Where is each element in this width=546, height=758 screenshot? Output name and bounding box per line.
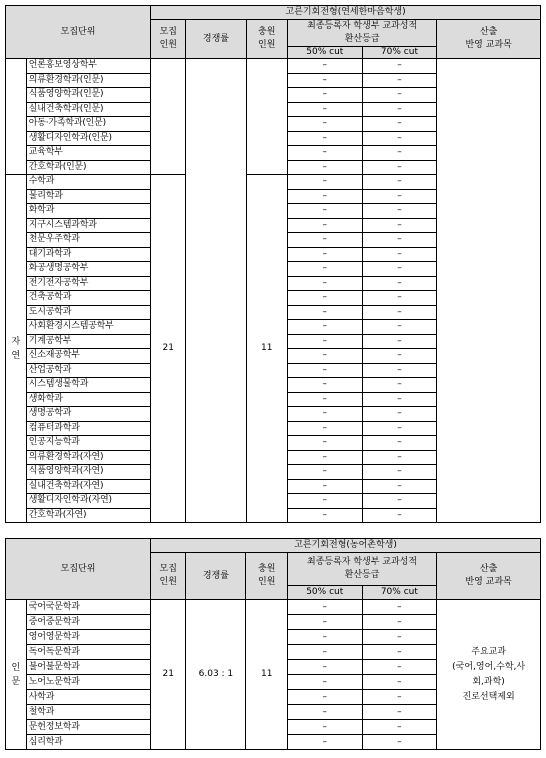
cut50-value: –	[287, 204, 362, 219]
cut50-value: –	[287, 218, 362, 233]
header-filled: 충원 인원	[246, 553, 287, 600]
dept-name: 노어노문학과	[26, 675, 150, 690]
table-row	[6, 600, 541, 615]
group-label-humanities: 인 문	[6, 600, 27, 750]
dept-name: 중어중문학과	[26, 615, 150, 630]
cut70-value: –	[362, 291, 437, 306]
cut50-value: –	[287, 117, 362, 132]
cut50-value: –	[287, 720, 362, 735]
cut70-value: –	[362, 146, 437, 161]
dept-name: 천문우주학과	[26, 233, 150, 248]
header-competition: 경쟁률	[186, 553, 246, 600]
dept-name: 사학과	[26, 690, 150, 705]
cut70-value: –	[362, 131, 437, 146]
header-grade: 최종등록자 학생부 교과성적 환산등급	[287, 553, 436, 586]
dept-name: 산업공학과	[26, 363, 150, 378]
cut70-value: –	[362, 630, 437, 645]
dept-name: 국어국문학과	[26, 600, 150, 615]
dept-name: 간호학과(인문)	[26, 160, 150, 175]
cut50-value: –	[287, 59, 362, 74]
cut70-value: –	[362, 363, 437, 378]
cut50-value: –	[287, 334, 362, 349]
dept-name: 화학과	[26, 204, 150, 219]
cut50-value: –	[287, 291, 362, 306]
cut70-value: –	[362, 102, 437, 117]
cut50-value: –	[287, 320, 362, 335]
group-label-nature: 자 연	[6, 175, 27, 523]
cut50-value: –	[287, 363, 362, 378]
cut70-value: –	[362, 349, 437, 364]
header-group-title: 고른기회전형(농어촌학생)	[151, 539, 541, 553]
cut50-value: –	[287, 175, 362, 190]
header-unit: 모집단위	[6, 539, 151, 600]
cut50-value: –	[287, 131, 362, 146]
cut70-value: –	[362, 233, 437, 248]
dept-name: 지구시스템과학과	[26, 218, 150, 233]
table-row	[6, 59, 541, 74]
dept-name: 시스템생물학과	[26, 378, 150, 393]
cut70-value: –	[362, 465, 437, 480]
dept-name: 철학과	[26, 705, 150, 720]
cut70-value: –	[362, 305, 437, 320]
filled-cell: 11	[246, 600, 287, 750]
cut50-value: –	[287, 407, 362, 422]
cut70-value: –	[362, 660, 437, 675]
cut70-value: –	[362, 600, 437, 615]
dept-name: 식품영양학과(인문)	[26, 88, 150, 103]
dept-name: 독어독문학과	[26, 645, 150, 660]
dept-name: 의류환경학과(인문)	[26, 73, 150, 88]
dept-name: 영어영문학과	[26, 630, 150, 645]
cut50-value: –	[287, 102, 362, 117]
quota-cell-humanities	[151, 59, 186, 175]
cut70-value: –	[362, 479, 437, 494]
header-competition: 경쟁률	[186, 20, 246, 59]
cut50-value: –	[287, 189, 362, 204]
cut50-value: –	[287, 247, 362, 262]
cut50-value: –	[287, 262, 362, 277]
header-unit: 모집단위	[6, 6, 151, 59]
dept-name: 생화학과	[26, 392, 150, 407]
dept-name: 언론홍보영상학부	[26, 59, 150, 74]
dept-name: 도시공학과	[26, 305, 150, 320]
cut50-value: –	[287, 233, 362, 248]
header-filled: 충원 인원	[246, 20, 287, 59]
dept-name: 인공지능학과	[26, 436, 150, 451]
cut70-value: –	[362, 675, 437, 690]
cut70-value: –	[362, 508, 437, 523]
competition-cell	[186, 59, 246, 523]
cut50-value: –	[287, 508, 362, 523]
competition-cell: 6.03 : 1	[186, 600, 246, 750]
cut70-value: –	[362, 735, 437, 750]
filled-cell: 11	[246, 175, 287, 523]
dept-name: 화공생명공학부	[26, 262, 150, 277]
cut50-value: –	[287, 305, 362, 320]
admission-table-hanmaum	[5, 5, 541, 523]
cut70-value: –	[362, 436, 437, 451]
cut70-value: –	[362, 175, 437, 190]
header-quota: 모집 인원	[151, 20, 186, 59]
dept-name: 기계공학부	[26, 334, 150, 349]
dept-name: 대기과학과	[26, 247, 150, 262]
cut70-value: –	[362, 421, 437, 436]
cut50-value: –	[287, 660, 362, 675]
cut70-value: –	[362, 59, 437, 74]
dept-name: 수학과	[26, 175, 150, 190]
cut50-value: –	[287, 675, 362, 690]
cut70-value: –	[362, 690, 437, 705]
subjects-line: 주요교과	[471, 646, 506, 657]
header-subjects: 산출 반영 교과목	[437, 553, 541, 600]
cut50-value: –	[287, 690, 362, 705]
header-cut70: 70% cut	[362, 586, 437, 600]
cut50-value: –	[287, 392, 362, 407]
dept-name: 심리학과	[26, 735, 150, 750]
dept-name: 건축공학과	[26, 291, 150, 306]
subjects-line: 회,과학)	[472, 676, 505, 687]
cut70-value: –	[362, 262, 437, 277]
cut50-value: –	[287, 494, 362, 509]
dept-name: 컴퓨터과학과	[26, 421, 150, 436]
cut70-value: –	[362, 720, 437, 735]
cut50-value: –	[287, 705, 362, 720]
cut50-value: –	[287, 88, 362, 103]
cut70-value: –	[362, 705, 437, 720]
cut50-value: –	[287, 349, 362, 364]
dept-name: 간호학과(자연)	[26, 508, 150, 523]
cut70-value: –	[362, 247, 437, 262]
cut50-value: –	[287, 276, 362, 291]
dept-name: 불어불문학과	[26, 660, 150, 675]
cut70-value: –	[362, 615, 437, 630]
dept-name: 의류환경학과(자연)	[26, 450, 150, 465]
subjects-line: (국어,영어,수학,사	[452, 661, 526, 672]
dept-name: 전기전자공학부	[26, 276, 150, 291]
cut70-value: –	[362, 117, 437, 132]
cut70-value: –	[362, 218, 437, 233]
dept-name: 생명공학과	[26, 407, 150, 422]
cut70-value: –	[362, 645, 437, 660]
cut70-value: –	[362, 73, 437, 88]
header-subjects: 산출 반영 교과목	[437, 20, 541, 59]
cut50-value: –	[287, 615, 362, 630]
cut70-value: –	[362, 450, 437, 465]
cut50-value: –	[287, 465, 362, 480]
cut50-value: –	[287, 73, 362, 88]
cut50-value: –	[287, 630, 362, 645]
header-quota: 모집 인원	[151, 553, 186, 600]
header-cut70: 70% cut	[362, 47, 437, 59]
header-group-title: 고른기회전형(연세한마음학생)	[151, 6, 541, 20]
cut50-value: –	[287, 436, 362, 451]
cut70-value: –	[362, 378, 437, 393]
cut70-value: –	[362, 320, 437, 335]
cut70-value: –	[362, 276, 437, 291]
group-label-humanities	[6, 59, 27, 175]
dept-name: 교육학부	[26, 146, 150, 161]
cut50-value: –	[287, 645, 362, 660]
cut50-value: –	[287, 735, 362, 750]
cut50-value: –	[287, 378, 362, 393]
dept-name: 사회환경시스템공학부	[26, 320, 150, 335]
dept-name: 실내건축학과(자연)	[26, 479, 150, 494]
cut70-value: –	[362, 392, 437, 407]
dept-name: 실내건축학과(인문)	[26, 102, 150, 117]
dept-name: 아동·가족학과(인문)	[26, 117, 150, 132]
cut70-value: –	[362, 407, 437, 422]
cut70-value: –	[362, 160, 437, 175]
cut70-value: –	[362, 88, 437, 103]
dept-name: 신소재공학부	[26, 349, 150, 364]
dept-name: 생활디자인학과(자연)	[26, 494, 150, 509]
dept-name: 물리학과	[26, 189, 150, 204]
cut50-value: –	[287, 600, 362, 615]
cut70-value: –	[362, 334, 437, 349]
cut70-value: –	[362, 204, 437, 219]
cut50-value: –	[287, 479, 362, 494]
cut50-value: –	[287, 421, 362, 436]
cut50-value: –	[287, 160, 362, 175]
dept-name: 생활디자인학과(인문)	[26, 131, 150, 146]
subjects-line: 진로선택제외	[462, 691, 515, 702]
cut70-value: –	[362, 189, 437, 204]
subjects-cell	[437, 600, 541, 750]
cut70-value: –	[362, 494, 437, 509]
quota-cell: 21	[151, 600, 186, 750]
cut50-value: –	[287, 146, 362, 161]
subjects-cell	[437, 59, 541, 523]
admission-table-rural	[5, 538, 541, 750]
filled-cell-humanities	[246, 59, 287, 175]
header-grade: 최종등록자 학생부 교과성적 환산등급	[287, 20, 436, 47]
dept-name: 식품영양학과(자연)	[26, 465, 150, 480]
cut50-value: –	[287, 450, 362, 465]
quota-cell: 21	[151, 175, 186, 523]
header-cut50: 50% cut	[287, 47, 362, 59]
header-cut50: 50% cut	[287, 586, 362, 600]
dept-name: 문헌정보학과	[26, 720, 150, 735]
